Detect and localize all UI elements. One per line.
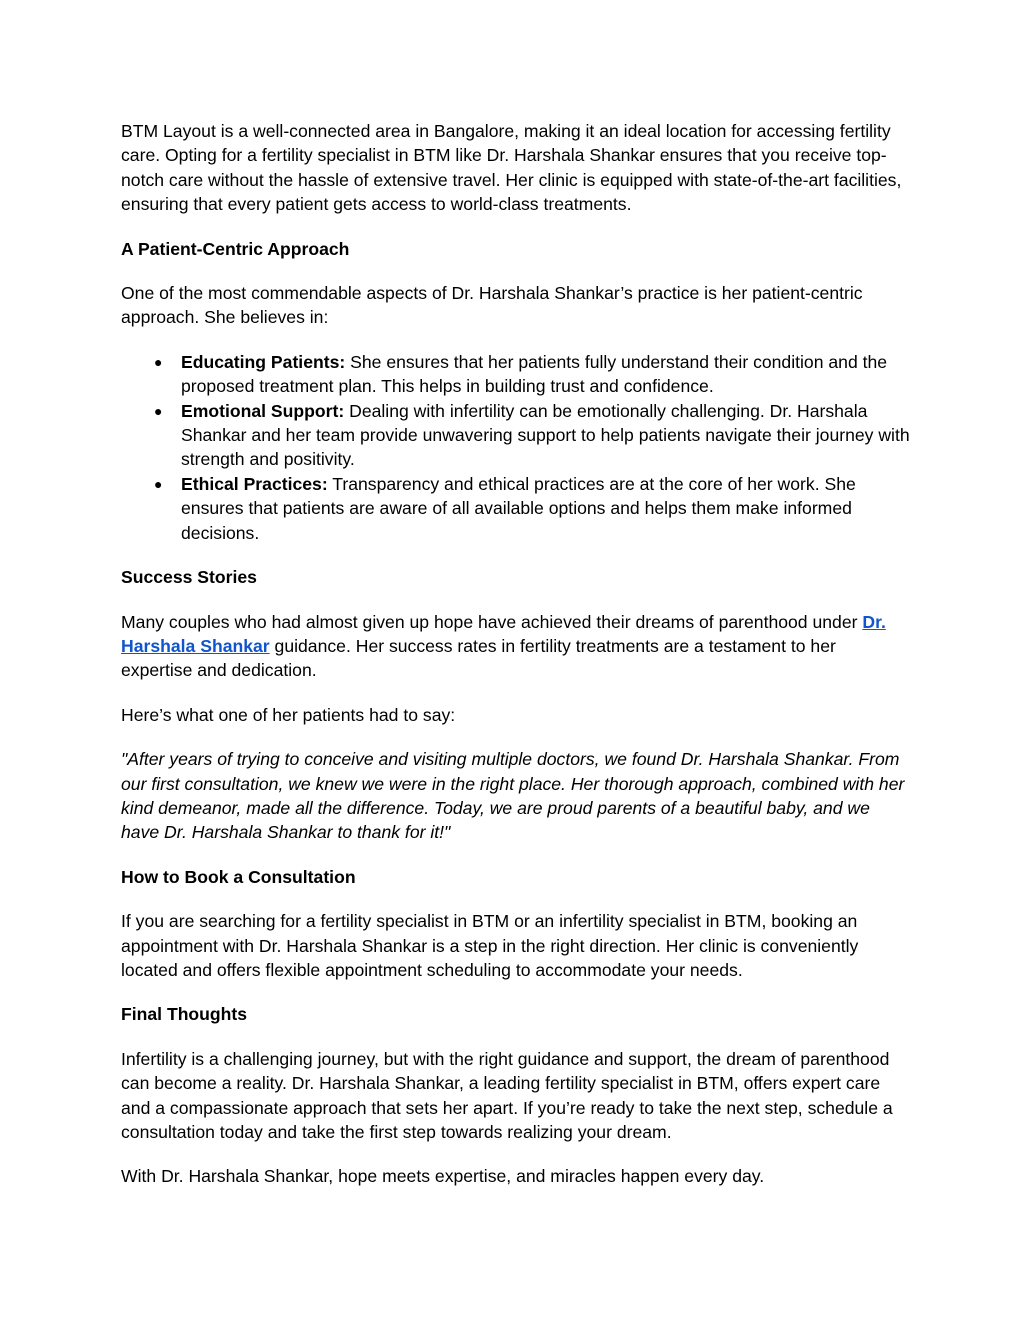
success-text-after: guidance. Her success rates in fertility treatments are a testament to her expertise and dedication. <box>121 635 836 681</box>
testimonial-lead: Here’s what one of her patients had to say: <box>121 704 456 725</box>
list-item-term: Educating Patients: <box>181 351 346 372</box>
heading-success-stories: Success Stories <box>121 567 257 588</box>
list-item <box>121 399 911 472</box>
success-paragraph <box>121 610 911 683</box>
booking-paragraph: If you are searching for a fertility specialist in BTM or an infertility specialist in BTM, booking an appointment with Dr. Harshala Shankar is a step in the right direction. Her clinic is conveniently located and offers flexible appointment scheduling to accommodate your needs. <box>121 911 859 980</box>
intro-paragraph: BTM Layout is a well-connected area in Bangalore, making it an ideal location for accessing fertility care. Opting for a fertility specialist in BTM like Dr. Harshala Shankar ensures that you receive top-notch care without the hassle of extensive travel. Her clinic is equipped with state-of-the-art facilities, ensuring that every patient gets access to world-class treatments. <box>121 121 902 215</box>
document-page <box>121 119 911 1209</box>
list-item-text: She ensures that her patients fully understand their condition and the proposed treatment plan. This helps in building trust and confidence. <box>181 351 888 397</box>
list-item <box>121 350 911 399</box>
bullet-icon: ● <box>154 353 163 370</box>
bullet-icon: ● <box>154 475 163 492</box>
testimonial-quote: "After years of trying to conceive and visiting multiple doctors, we found Dr. Harshala Shankar. From our first consultation, we knew we were in the right place. Her thorough approach, combined with her kind demeanor, made all the difference. Today, we are proud parents of a beautiful baby, and we have Dr. Harshala Shankar to thank for it!" <box>121 749 905 843</box>
list-item <box>121 472 911 545</box>
heading-final-thoughts: Final Thoughts <box>121 1004 248 1025</box>
list-item-text: Dealing with infertility can be emotionally challenging. Dr. Harshala Shankar and her team provide unwavering support to help patients navigate their journey with strength and positivity. <box>181 400 910 470</box>
success-text-before: Many couples who had almost given up hope have achieved their dreams of parenthood under <box>121 611 863 632</box>
approach-list <box>121 350 911 545</box>
final-paragraph: Infertility is a challenging journey, but with the right guidance and support, the dream of parenthood can become a reality. Dr. Harshala Shankar, a leading fertility specialist in BTM, offers expert care and a compassionate approach that sets her apart. If you’re ready to take the next step, schedule a consultation today and take the first step towards realizing your dream. <box>121 1048 893 1142</box>
patient-centric-paragraph: One of the most commendable aspects of Dr. Harshala Shankar’s practice is her patient-centric approach. She believes in: <box>121 283 863 328</box>
heading-patient-centric: A Patient-Centric Approach <box>121 238 350 259</box>
bullet-icon: ● <box>154 402 163 419</box>
list-item-text: Transparency and ethical practices are at the core of her work. She ensures that patients are aware of all available options and helps them make informed decisions. <box>181 473 856 543</box>
doctor-name-link[interactable]: Dr. Harshala Shankar <box>121 611 886 656</box>
heading-book-consultation: How to Book a Consultation <box>121 866 356 887</box>
closing-paragraph: With Dr. Harshala Shankar, hope meets expertise, and miracles happen every day. <box>121 1166 765 1187</box>
list-item-term: Emotional Support: <box>181 400 345 421</box>
list-item-term: Ethical Practices: <box>181 473 328 494</box>
